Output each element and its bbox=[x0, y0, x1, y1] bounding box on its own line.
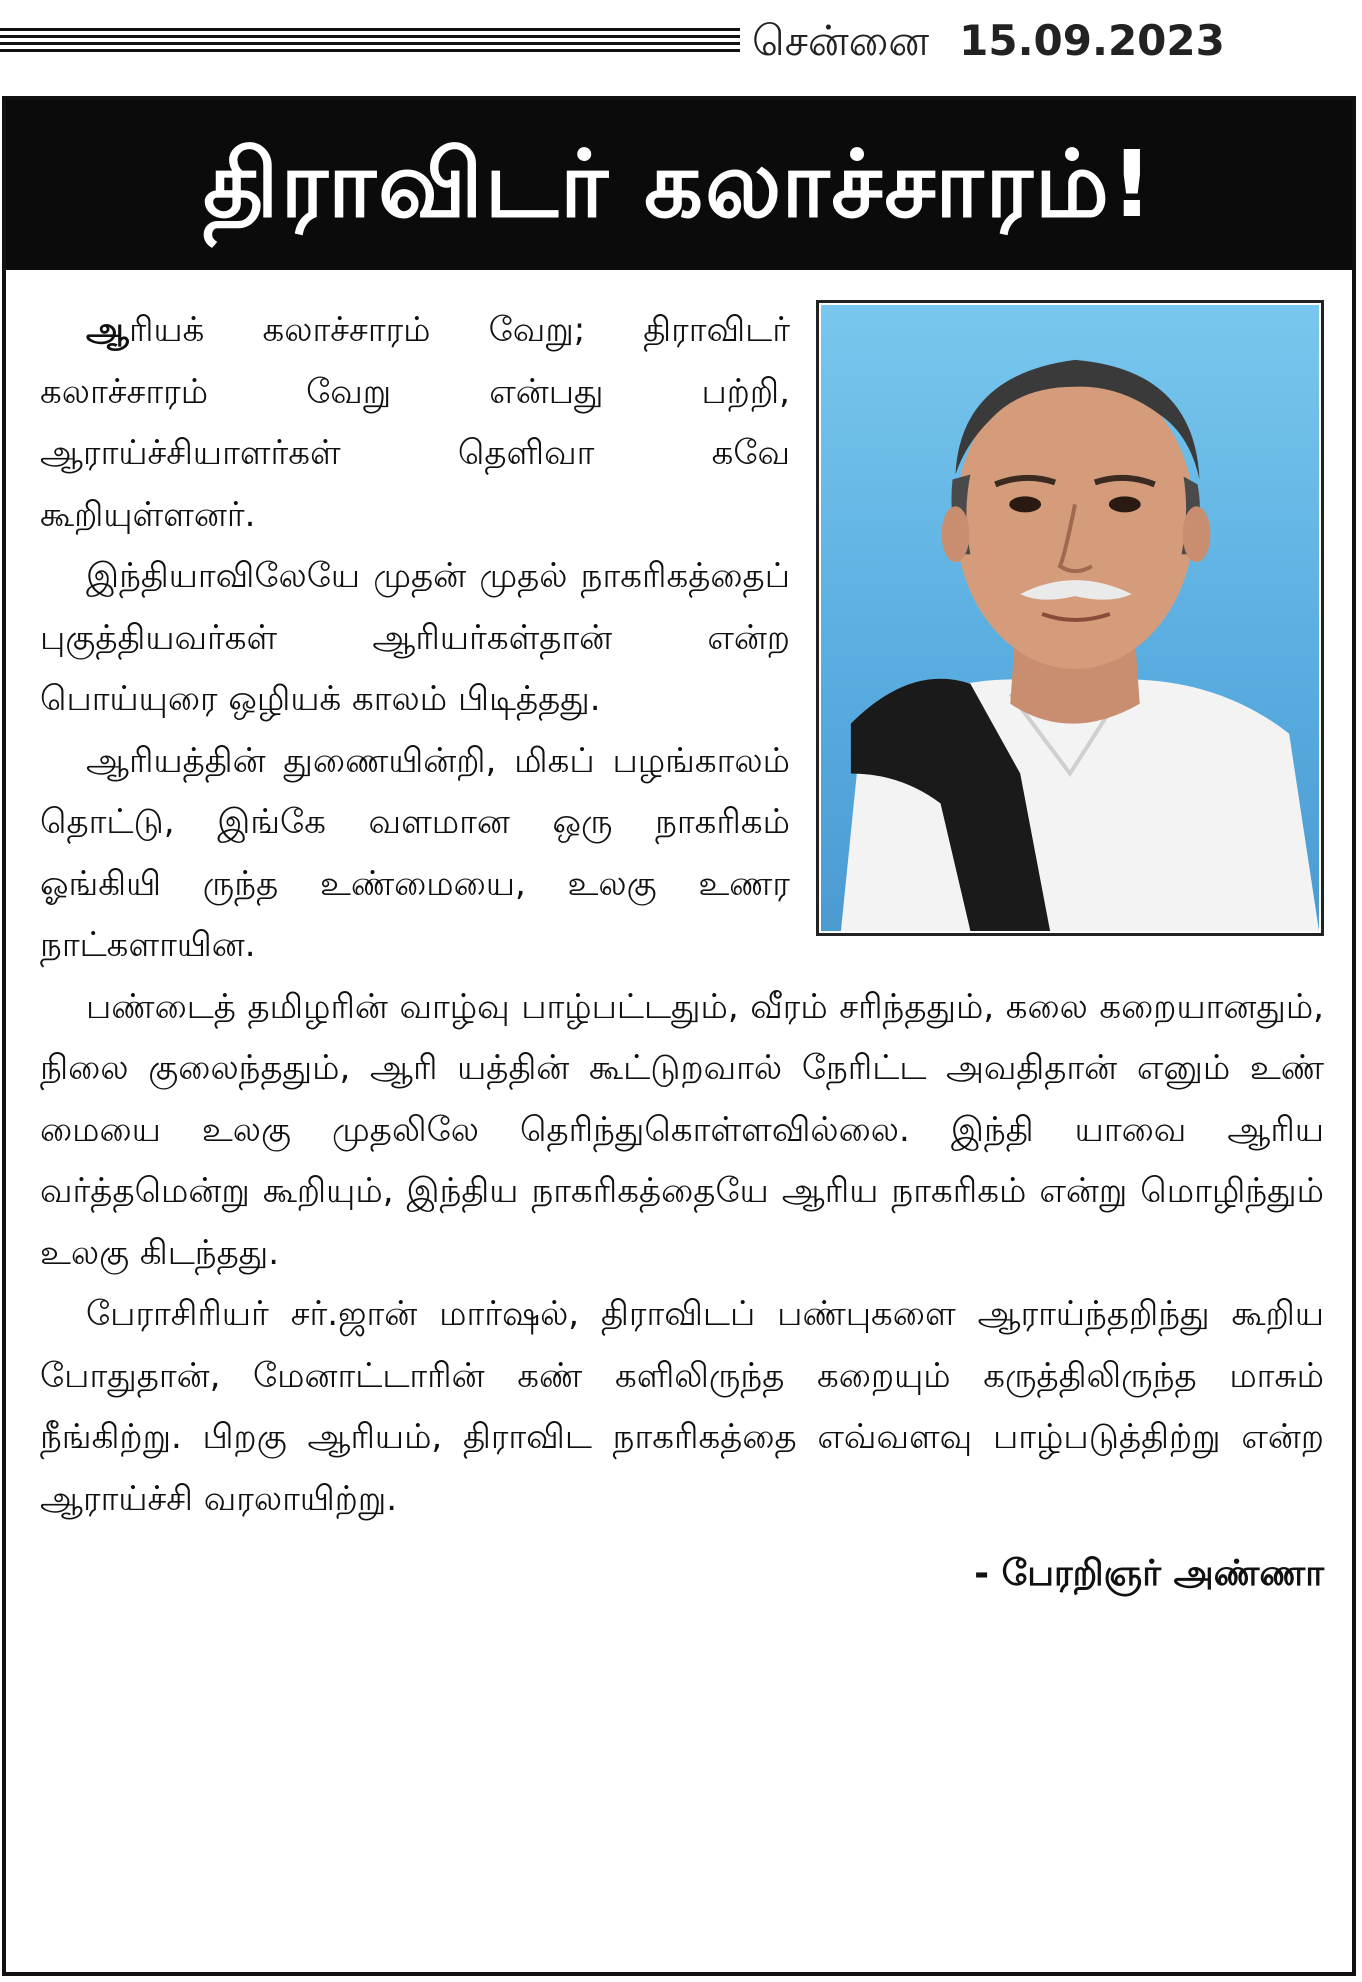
paragraph-2: இந்தியாவிலேயே முதன் முதல் நாகரிகத்தைப் புகுத்தியவர்கள் ஆரியர்கள்தான் என்ற பொய்யுரை ஒழியக் காலம் பிடித்தது. bbox=[40, 556, 790, 719]
date-header bbox=[0, 0, 1362, 88]
portrait-photo bbox=[821, 305, 1319, 931]
paragraph-4: பண்டைத் தமிழரின் வாழ்வு பாழ்பட்டதும், வீரம் சரிந்ததும், கலை கறையானதும், நிலை குலைந்ததும், ஆரி யத்தின் கூட்டுறவால் நேரிட்ட அவதிதான் எனும் உண் மையை உலகு முதலிலே தெரிந்துகொள்ளவில்லை. இந்தி யாவை ஆரிய வர்த்தமென்று கூறியும், இந்திய நாகரிகத்தையே ஆரிய நாகரிகம் என்று மொழிந்தும் உலகு கிடந்தது. bbox=[40, 986, 1324, 1273]
city-name: சென்னை bbox=[752, 16, 930, 65]
title-banner bbox=[6, 100, 1352, 270]
paragraph-3: ஆரியத்தின் துணையின்றி, மிகப் பழங்காலம் தொட்டு, இங்கே வளமான ஒரு நாகரிகம் ஓங்கியி ருந்த உண்மையை, உலகு உணர நாட்களாயின. bbox=[40, 740, 790, 965]
paragraph-1-text: ரியக் கலாச்சாரம் வேறு; திராவிடர் கலாச்சாரம் வேறு என்பது பற்றி, ஆராய்ச்சியாளர்கள் தெளிவா கவே கூறியுள்ளனர். bbox=[40, 310, 790, 535]
article-title: திராவிடர் கலாச்சாரம்! bbox=[203, 131, 1155, 238]
portrait-photo-frame bbox=[816, 300, 1324, 936]
author-signature: - பேரறிஞர் அண்ணா bbox=[974, 1553, 1324, 1594]
lead-character: ஆ bbox=[86, 310, 129, 350]
decorative-rules bbox=[0, 28, 740, 54]
article-frame bbox=[2, 96, 1356, 1976]
dateline bbox=[752, 6, 1225, 76]
paragraph-5: பேராசிரியர் சர்.ஜான் மார்ஷல், திராவிடப் பண்புகளை ஆராய்ந்தறிந்து கூறிய போதுதான், மேனாட்டாரின் கண் களிலிருந்த கறையும் கருத்திலிருந்த மாசும் நீங்கிற்று. பிறகு ஆரியம், திராவிட நாகரிகத்தை எவ்வளவு பாழ்படுத்திற்று என்ற ஆராய்ச்சி வரலாயிற்று. bbox=[40, 1294, 1324, 1519]
portrait-illustration bbox=[821, 305, 1319, 931]
article-body bbox=[40, 300, 1324, 1604]
publication-date: 15.09.2023 bbox=[959, 16, 1225, 65]
